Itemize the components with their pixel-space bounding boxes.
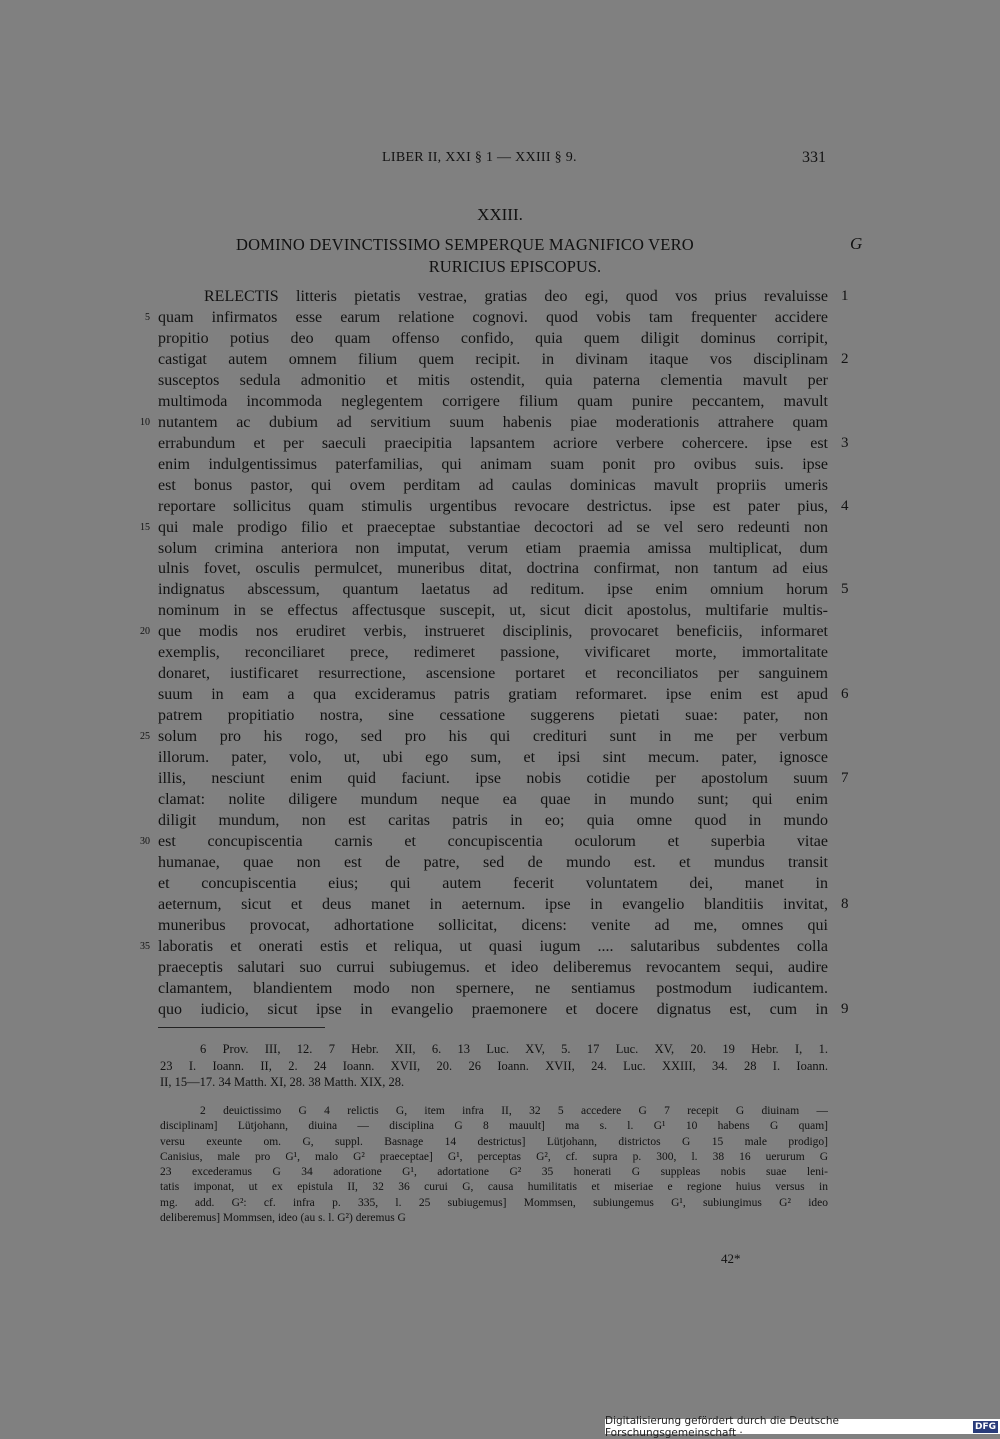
section-number: 4 xyxy=(841,497,849,514)
footnote-line: 6 Prov. III, 12. 7 Hebr. XII, 6. 13 Luc. XV, 5. 17 Luc. XV, 20. 19 Hebr. I, 1. xyxy=(200,1042,828,1056)
signature-mark: 42* xyxy=(721,1251,741,1266)
text-line: illorum. pater, volo, ut, ubi ego sum, et ipsi sint mecum. pater, ignosce xyxy=(158,749,828,767)
apparatus-line: 23 excederamus G 34 adoratione G¹, adortatione G² 35 honerati G suppleas nobis suae leni- xyxy=(160,1166,828,1179)
apparatus-line: deliberemus] Mommsen, ideo (au s. l. G²) deremus G xyxy=(160,1212,406,1225)
section-number: 9 xyxy=(841,1000,849,1017)
dfg-logo: DFG xyxy=(974,1421,996,1432)
manuscript-siglum: G xyxy=(850,234,863,253)
apparatus-line: 2 deuictissimo G 4 relictis G, item infra II, 32 5 accedere G 7 recepit G diuinam — xyxy=(200,1105,828,1117)
section-number: 8 xyxy=(841,895,849,912)
text-line: donaret, iustificaret resurrectione, ascensione portaret et reconciliatos per sanguinem xyxy=(158,665,828,683)
section-number: 2 xyxy=(841,350,849,367)
address-line-1: DOMINO DEVINCTISSIMO SEMPERQUE MAGNIFICO VERO xyxy=(236,235,694,254)
text-line: errabundum et per saeculi praecipitia lapsantem acriore verbere cohercere. ipse est xyxy=(158,434,828,452)
text-line: praeceptis salutari suo currui subiugemus. et ideo deliberemus revocantem sequi, audire xyxy=(158,958,828,976)
section-number: 6 xyxy=(841,686,849,703)
line-number: 35 xyxy=(140,940,150,952)
text-line: susceptos sedula admonitio et mitis ostendit, quia paterna clementia mavult per xyxy=(158,371,828,389)
text-line: indignatus abscessum, quantum laetatus ad reditum. ipse enim omnium horum xyxy=(158,581,828,599)
section-number: 5 xyxy=(841,581,849,598)
text-line: et concupiscentia eius; qui autem fecerit voluntatem dei, manet in xyxy=(158,874,828,892)
text-line: reportare sollicitus quam stimulis urgentibus revocare destrictus. ipse est pater pius, xyxy=(158,497,828,515)
text-line: illis, nesciunt enim quid faciunt. ipse nobis cotidie per apostolum suum xyxy=(158,770,828,788)
text-line: RELECTIS litteris pietatis vestrae, gratias deo egi, quod vos prius revaluisse xyxy=(204,288,828,305)
footnote-line: II, 15—17. 34 Matth. XI, 28. 38 Matth. XIX, 28. xyxy=(160,1075,405,1089)
text-line: nutantem ac dubium ad servitium suum habenis piae moderationis attrahere quam xyxy=(158,413,828,431)
critical-apparatus xyxy=(160,1104,828,1226)
text-line: solum pro his rogo, sed pro his qui credituri sunt in me per verbum xyxy=(158,728,828,746)
text-line: patrem propitiatio nostra, sine cessatione suggerens pietati suae: pater, non xyxy=(158,707,828,725)
text-line: clamantem, blandientem modo non spernere, ne sentiamus postmodum iudicantem. xyxy=(158,979,828,997)
section-number: 7 xyxy=(841,770,849,787)
section-number: 3 xyxy=(841,434,849,451)
text-line: quam infirmatos esse earum relatione cognovi. quod vobis tam frequenter accidere xyxy=(158,308,828,326)
funding-text: Digitalisierung gefördert durch die Deutsche Forschungsgemeinschaft · xyxy=(605,1414,839,1439)
text-line: exemplis, reconciliaret prece, redimeret passione, vivificaret morte, immortalitate xyxy=(158,644,828,662)
running-title: LIBER II, XXI § 1 — XXIII § 9. xyxy=(382,150,577,165)
line-number: 10 xyxy=(140,416,150,428)
apparatus-line: Canisius, male pro G¹, malo G² praeceptae] G¹, perceptas G², cf. supra p. 300, l. 38 16 uerurum G xyxy=(160,1150,828,1163)
text-line: qui male prodigo filio et praeceptae substantiae decoctori ad se vel sero redeunti non xyxy=(158,518,828,536)
apparatus-line: mg. add. G²: cf. infra p. 335, l. 25 subiugemus] Mommsen, subiungemus G¹, subiungimus G² ideo xyxy=(160,1196,828,1209)
text-line: enim indulgentissimus paterfamilias, qui animam suam ponit pro ovibus suis. ipse xyxy=(158,455,828,473)
text-line: muneribus provocat, adhortatione sollicitat, dicens: venite ad me, omnes qui xyxy=(158,916,828,934)
text-line: aeternum, sicut et deus manet in aeternum. ipse in evangelio blanditiis invitat, xyxy=(158,895,828,913)
text-line: est concupiscentia carnis et concupiscentia oculorum et superbia vitae xyxy=(158,832,828,850)
footnote-rule xyxy=(158,1027,325,1028)
line-number: 30 xyxy=(140,835,150,847)
apparatus-line: tatis imponat, ut ex epistula II, 32 36 curui G, causa humilitatis et miseriae e regione huius versus in xyxy=(160,1181,828,1194)
line-number: 25 xyxy=(140,731,150,743)
text-line: ulnis fovet, osculis permulcet, muneribus ditat, doctrina confirmat, non tantum ad eius xyxy=(158,560,828,578)
apparatus-line: disciplinam] Lütjohann, diuina — disciplina G 8 mauult] ma s. l. G¹ 10 habens G quam] xyxy=(160,1120,828,1133)
text-line: quo iudicio, sicut ipse in evangelio praemonere et docere dignatus est, cum in xyxy=(158,1000,828,1018)
text-line: solum crimina anteriora non imputat, verum etiam praemia amissa multiplicat, dum xyxy=(158,539,828,557)
line-number: 15 xyxy=(140,521,150,533)
text-line: humanae, quae non est de patre, sed de mundo est. et mundus transit xyxy=(158,853,828,871)
section-number: 1 xyxy=(841,288,849,304)
text-line: castigat autem omnem filium quem recipit. in divinam itaque vos disciplinam xyxy=(158,350,828,368)
text-line: laboratis et onerati estis et reliqua, ut quasi iugum .... salutaribus subdentes colla xyxy=(158,937,828,955)
apparatus-line: versu exeunte om. G, suppl. Basnage 14 destrictus] Lütjohann, districtos G 15 male prodigo] xyxy=(160,1135,828,1148)
text-line: suum in eam a qua excideramus patris gratiam reformaret. ipse enim est apud xyxy=(158,686,828,704)
address-line-2: RURICIUS EPISCOPUS. xyxy=(428,257,602,276)
text-line: que modis nos erudiret verbis, instrueret disciplinis, provocaret beneficiis, informaret xyxy=(158,623,828,641)
scripture-footnotes xyxy=(160,1041,828,1091)
text-line: diligit mundum, non est caritas patris in eo; quia omne quod in mundo xyxy=(158,812,828,829)
text-line: nominum in se effectus affectusque suscepit, ut, sicut dicit apostolus, multifarie multis- xyxy=(158,602,828,620)
page-number: 331 xyxy=(802,149,826,166)
line-number: 5 xyxy=(145,311,150,323)
funding-banner xyxy=(605,1414,1000,1439)
text-line: propitio potius deo quam offenso confido, quia quem diligit dominus corripit, xyxy=(158,329,828,347)
text-line: multimoda incommoda neglegentem corrigere filium quam punire peccantem, mavult xyxy=(158,392,828,410)
text-line: clamat: nolite diligere mundum neque ea quae in mundo sunt; qui enim xyxy=(158,791,828,809)
chapter-number: XXIII. xyxy=(477,205,523,224)
footnote-line: 23 I. Ioann. II, 2. 24 Ioann. XVII, 20. 26 Ioann. XVII, 24. Luc. XXIII, 34. 28 I. Ioann. xyxy=(160,1058,828,1073)
text-line: est bonus pastor, qui ovem perditam ad caulas dominicas mavult propriis umeris xyxy=(158,476,828,494)
line-number: 20 xyxy=(140,626,150,638)
